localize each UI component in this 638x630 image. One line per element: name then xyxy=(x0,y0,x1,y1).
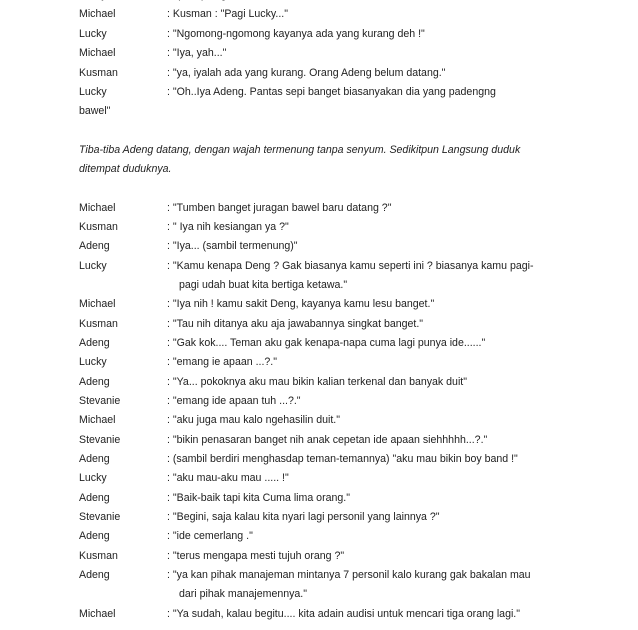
dialogue-text: : "Gak kok.... Teman aku gak kenapa-napa cuma lagi punya ide......" xyxy=(167,337,486,349)
dialogue-line xyxy=(0,569,638,588)
speaker-name: Adeng xyxy=(79,376,110,388)
dialogue-line xyxy=(0,318,638,337)
dialogue-line xyxy=(0,356,638,375)
dialogue-text-continuation: bawel" xyxy=(79,105,111,117)
speaker-name: Michael xyxy=(79,414,116,426)
dialogue-text: : "ya kan pihak manajeman mintanya 7 personil kalo kurang gak bakalan mau xyxy=(167,569,531,581)
dialogue-text: : "aku mau-aku mau ..... !" xyxy=(167,472,289,484)
speaker-name: Kusman xyxy=(79,550,118,562)
narration-line xyxy=(0,163,638,182)
speaker-name xyxy=(79,0,107,1)
dialogue-text: : "ide cemerlang ." xyxy=(167,530,253,542)
speaker-name: Adeng xyxy=(79,337,110,349)
dialogue-text: : "Ya sudah, kalau begitu.... kita adain audisi untuk mencari tiga orang lagi." xyxy=(167,608,521,620)
speaker-name: Stevanie xyxy=(79,434,121,446)
speaker-name: Stevanie xyxy=(79,395,121,407)
dialogue-text: : "Baik-baik tapi kita Cuma lima orang." xyxy=(167,492,350,504)
dialogue-line xyxy=(0,221,638,240)
speaker-name: Adeng xyxy=(79,492,110,504)
narration-line xyxy=(0,144,638,163)
speaker-name: Michael xyxy=(79,608,116,620)
dialogue-text xyxy=(167,0,242,1)
dialogue-line-continuation xyxy=(0,588,638,607)
speaker-name: Michael xyxy=(79,298,116,310)
dialogue-line xyxy=(0,202,638,221)
dialogue-line xyxy=(0,67,638,86)
speaker-name: Adeng xyxy=(79,453,110,465)
speaker-name: Lucky xyxy=(79,86,107,98)
dialogue-line xyxy=(0,8,638,27)
dialogue-text: : "Iya nih ! kamu sakit Deng, kayanya kamu lesu banget." xyxy=(167,298,435,310)
dialogue-line xyxy=(0,86,638,105)
dialogue-line xyxy=(0,240,638,259)
dialogue-line xyxy=(0,530,638,549)
speaker-name: Michael xyxy=(79,47,116,59)
dialogue-text: : "Iya, yah..." xyxy=(167,47,227,59)
dialogue-text: : "emang ie apaan ...?." xyxy=(167,356,277,368)
dialogue-text-continuation: pagi udah buat kita bertiga ketawa." xyxy=(179,279,348,291)
dialogue-line xyxy=(0,472,638,491)
dialogue-line xyxy=(0,0,638,8)
dialogue-text: : "Kamu kenapa Deng ? Gak biasanya kamu seperti ini ? biasanya kamu pagi- xyxy=(167,260,534,272)
dialogue-line xyxy=(0,47,638,66)
dialogue-line xyxy=(0,414,638,433)
dialogue-line-continuation xyxy=(0,105,638,124)
dialogue-line xyxy=(0,298,638,317)
speaker-name: Lucky xyxy=(79,260,107,272)
dialogue-text: : "Oh..Iya Adeng. Pantas sepi banget biasanyakan dia yang padengng xyxy=(167,86,496,98)
speaker-name: Adeng xyxy=(79,569,110,581)
dialogue-text: : "emang ide apaan tuh ...?." xyxy=(167,395,301,407)
dialogue-text: : "Iya... (sambil termenung)" xyxy=(167,240,298,252)
speaker-name: Michael xyxy=(79,8,116,20)
speaker-name: Stevanie xyxy=(79,511,121,523)
speaker-name: Michael xyxy=(79,202,116,214)
dialogue-line xyxy=(0,453,638,472)
speaker-name: Lucky xyxy=(79,472,107,484)
dialogue-text: : "Ngomong-ngomong kayanya ada yang kurang deh !" xyxy=(167,28,425,40)
narration-text: Tiba-tiba Adeng datang, dengan wajah termenung tanpa senyum. Sedikitpun Langsung duduk xyxy=(79,144,521,156)
dialogue-text: : "terus mengapa mesti tujuh orang ?" xyxy=(167,550,345,562)
speaker-name: Kusman xyxy=(79,67,118,79)
dialogue-line xyxy=(0,550,638,569)
dialogue-line xyxy=(0,376,638,395)
speaker-name: Lucky xyxy=(79,356,107,368)
dialogue-line xyxy=(0,608,638,627)
dialogue-text: : "Begini, saja kalau kita nyari lagi personil yang lainnya ?" xyxy=(167,511,440,523)
dialogue-text-continuation: dari pihak manajemennya." xyxy=(179,588,308,600)
speaker-name: Lucky xyxy=(79,28,107,40)
dialogue-line xyxy=(0,395,638,414)
dialogue-line xyxy=(0,511,638,530)
dialogue-text: : "Tau nih ditanya aku aja jawabannya singkat banget." xyxy=(167,318,424,330)
dialogue-text: : "ya, iyalah ada yang kurang. Orang Adeng belum datang." xyxy=(167,67,446,79)
speaker-name: Adeng xyxy=(79,530,110,542)
narration-text: ditempat duduknya. xyxy=(79,163,172,175)
dialogue-text: : "aku juga mau kalo ngehasilin duit." xyxy=(167,414,341,426)
dialogue-line xyxy=(0,434,638,453)
dialogue-text: : "bikin penasaran banget nih anak cepetan ide apaan siehhhhh...?." xyxy=(167,434,488,446)
dialogue-text: : " Iya nih kesiangan ya ?" xyxy=(167,221,289,233)
dialogue-text: : (sambil berdiri menghasdap teman-temannya) "aku mau bikin boy band !" xyxy=(167,453,518,465)
dialogue-line xyxy=(0,260,638,279)
speaker-name: Adeng xyxy=(79,240,110,252)
dialogue-text: : Kusman : "Pagi Lucky..." xyxy=(167,8,288,20)
dialogue-line xyxy=(0,492,638,511)
dialogue-text: : "Tumben banget juragan bawel baru datang ?" xyxy=(167,202,392,214)
speaker-name: Kusman xyxy=(79,318,118,330)
dialogue-line-continuation xyxy=(0,279,638,298)
dialogue-text: : "Ya... pokoknya aku mau bikin kalian terkenal dan banyak duit" xyxy=(167,376,468,388)
speaker-name: Kusman xyxy=(79,221,118,233)
dialogue-line xyxy=(0,28,638,47)
dialogue-line xyxy=(0,337,638,356)
